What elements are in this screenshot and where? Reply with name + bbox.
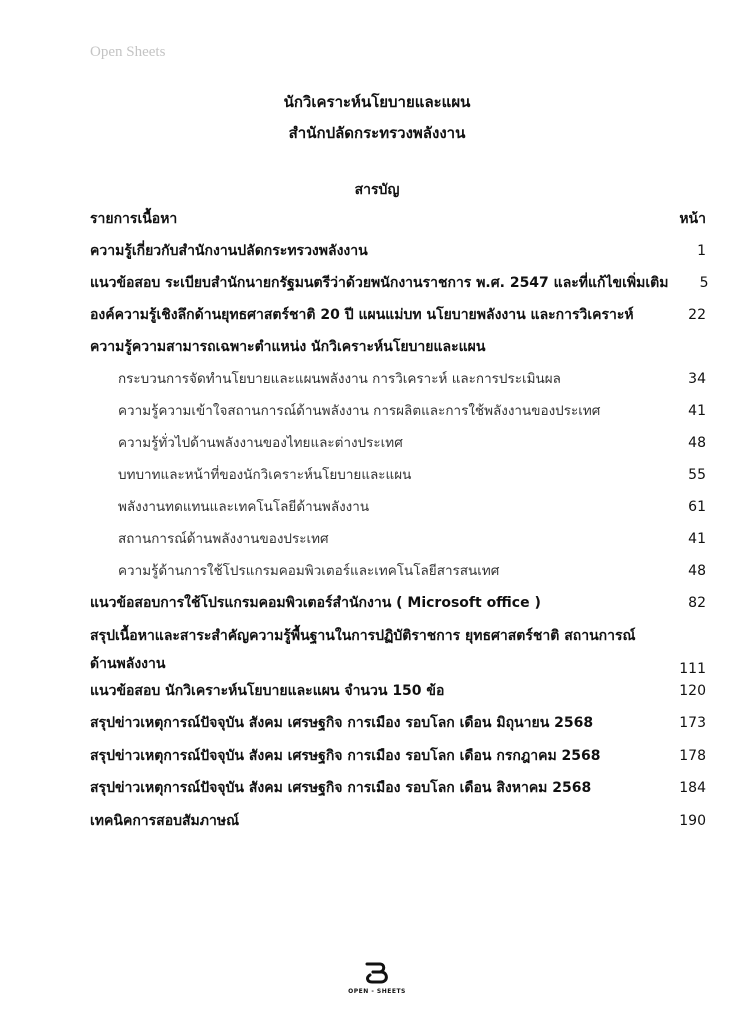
toc-entry	[90, 242, 706, 260]
toc-entry	[90, 306, 706, 324]
toc-entry-label: ความรู้ความสามารถเฉพาะตำแหน่ง นักวิเคราะห์นโยบายและแผน	[90, 339, 486, 355]
toc-subentry-page: 61	[688, 499, 706, 515]
toc-subentry	[90, 498, 706, 516]
column-page-label: หน้า	[679, 211, 706, 227]
toc-subentry-page: 41	[688, 403, 706, 419]
toc-subentry	[90, 466, 706, 484]
document-title: นักวิเคราะห์นโยบายและแผน	[283, 93, 471, 111]
toc-subentry-label: ความรู้ด้านการใช้โปรแกรมคอมพิวเตอร์และเทคโนโลยีสารสนเทศ	[118, 563, 500, 579]
toc-entry-page: 190	[679, 813, 706, 829]
toc-entry-page: 120	[679, 683, 706, 699]
toc-column-header	[90, 208, 706, 230]
toc-subentry	[90, 530, 706, 548]
toc-heading: สารบัญ	[354, 182, 400, 198]
toc-subentry-page: 55	[688, 467, 706, 483]
toc-section-heading	[90, 338, 706, 356]
toc-entry-page: 22	[688, 307, 706, 323]
toc-entry	[90, 714, 706, 732]
open-sheets-logo	[0, 962, 754, 995]
toc-entry-label: องค์ความรู้เชิงลึกด้านยุทธศาสตร์ชาติ 20 ปี แผนแม่บท นโยบายพลังงาน และการวิเคราะห์	[90, 307, 634, 323]
column-content-label: รายการเนื้อหา	[90, 211, 178, 227]
toc-entry-page: 1	[697, 243, 706, 259]
toc-entry-label: สรุปข่าวเหตุการณ์ปัจจุบัน สังคม เศรษฐกิจ การเมือง รอบโลก เดือน สิงหาคม 2568	[90, 780, 592, 796]
toc-entry-label: สรุปข่าวเหตุการณ์ปัจจุบัน สังคม เศรษฐกิจ การเมือง รอบโลก เดือน กรกฎาคม 2568	[90, 748, 601, 764]
logo-mark-icon	[364, 962, 390, 984]
toc-entry-label: แนวข้อสอบ ระเบียบสำนักนายกรัฐมนตรีว่าด้วยพนักงานราชการ พ.ศ. 2547 และที่แก้ไขเพิ่มเติม	[90, 275, 669, 291]
watermark: Open Sheets	[90, 44, 166, 60]
toc-subentry-label: บทบาทและหน้าที่ของนักวิเคราะห์นโยบายและแผน	[118, 467, 412, 483]
logo-text: OPEN - SHEETS	[348, 988, 406, 995]
toc-entry-page: 5	[699, 275, 709, 291]
toc-subentry	[90, 562, 706, 580]
toc-entry	[90, 682, 706, 700]
toc-subentry-page: 41	[688, 531, 706, 547]
toc-entry-label: แนวข้อสอบการใช้โปรแกรมคอมพิวเตอร์สำนักงาน ( Microsoft office )	[90, 595, 541, 611]
toc-subentry-label: พลังงานทดแทนและเทคโนโลยีด้านพลังงาน	[118, 499, 370, 515]
toc-subentry	[90, 402, 706, 420]
toc-entry-page: 178	[679, 748, 706, 764]
toc-entry	[90, 779, 706, 797]
toc-entry-label: สรุปข่าวเหตุการณ์ปัจจุบัน สังคม เศรษฐกิจ การเมือง รอบโลก เดือน มิถุนายน 2568	[90, 715, 594, 731]
toc-entry	[90, 594, 706, 612]
toc-subentry-page: 48	[688, 563, 706, 579]
toc-subentry-label: ความรู้ความเข้าใจสถานการณ์ด้านพลังงาน การผลิตและการใช้พลังงานของประเทศ	[118, 403, 601, 419]
toc-subentry	[90, 370, 706, 388]
toc-subentry-page: 48	[688, 435, 706, 451]
toc-entry	[90, 812, 706, 830]
toc-entry	[90, 622, 706, 678]
toc-entry-page: 82	[688, 595, 706, 611]
toc-entry-page: 184	[679, 780, 706, 796]
toc-entry-page: 111	[679, 661, 706, 677]
toc-entry	[90, 747, 706, 765]
toc-entry	[90, 274, 709, 292]
toc-entry-label: เทคนิคการสอบสัมภาษณ์	[90, 813, 240, 829]
toc-entry-page: 173	[679, 715, 706, 731]
toc-subentry	[90, 434, 706, 452]
toc-subentry-label: ความรู้ทั่วไปด้านพลังงานของไทยและต่างประเทศ	[118, 435, 403, 451]
toc-subentry-page: 34	[688, 371, 706, 387]
toc-entry-label: สรุปเนื้อหาและสาระสำคัญความรู้พื้นฐานในการปฏิบัติราชการ ยุทธศาสตร์ชาติ สถานการณ์ด้านพลังงาน	[90, 628, 636, 672]
toc-subentry-label: กระบวนการจัดทำนโยบายและแผนพลังงาน การวิเคราะห์ และการประเมินผล	[118, 371, 561, 387]
document-subtitle: สำนักปลัดกระทรวงพลังงาน	[288, 124, 466, 142]
toc-entry-label: ความรู้เกี่ยวกับสำนักงานปลัดกระทรวงพลังงาน	[90, 243, 368, 259]
toc-entry-label: แนวข้อสอบ นักวิเคราะห์นโยบายและแผน จำนวน 150 ข้อ	[90, 683, 445, 699]
toc-subentry-label: สถานการณ์ด้านพลังงานของประเทศ	[118, 531, 329, 547]
